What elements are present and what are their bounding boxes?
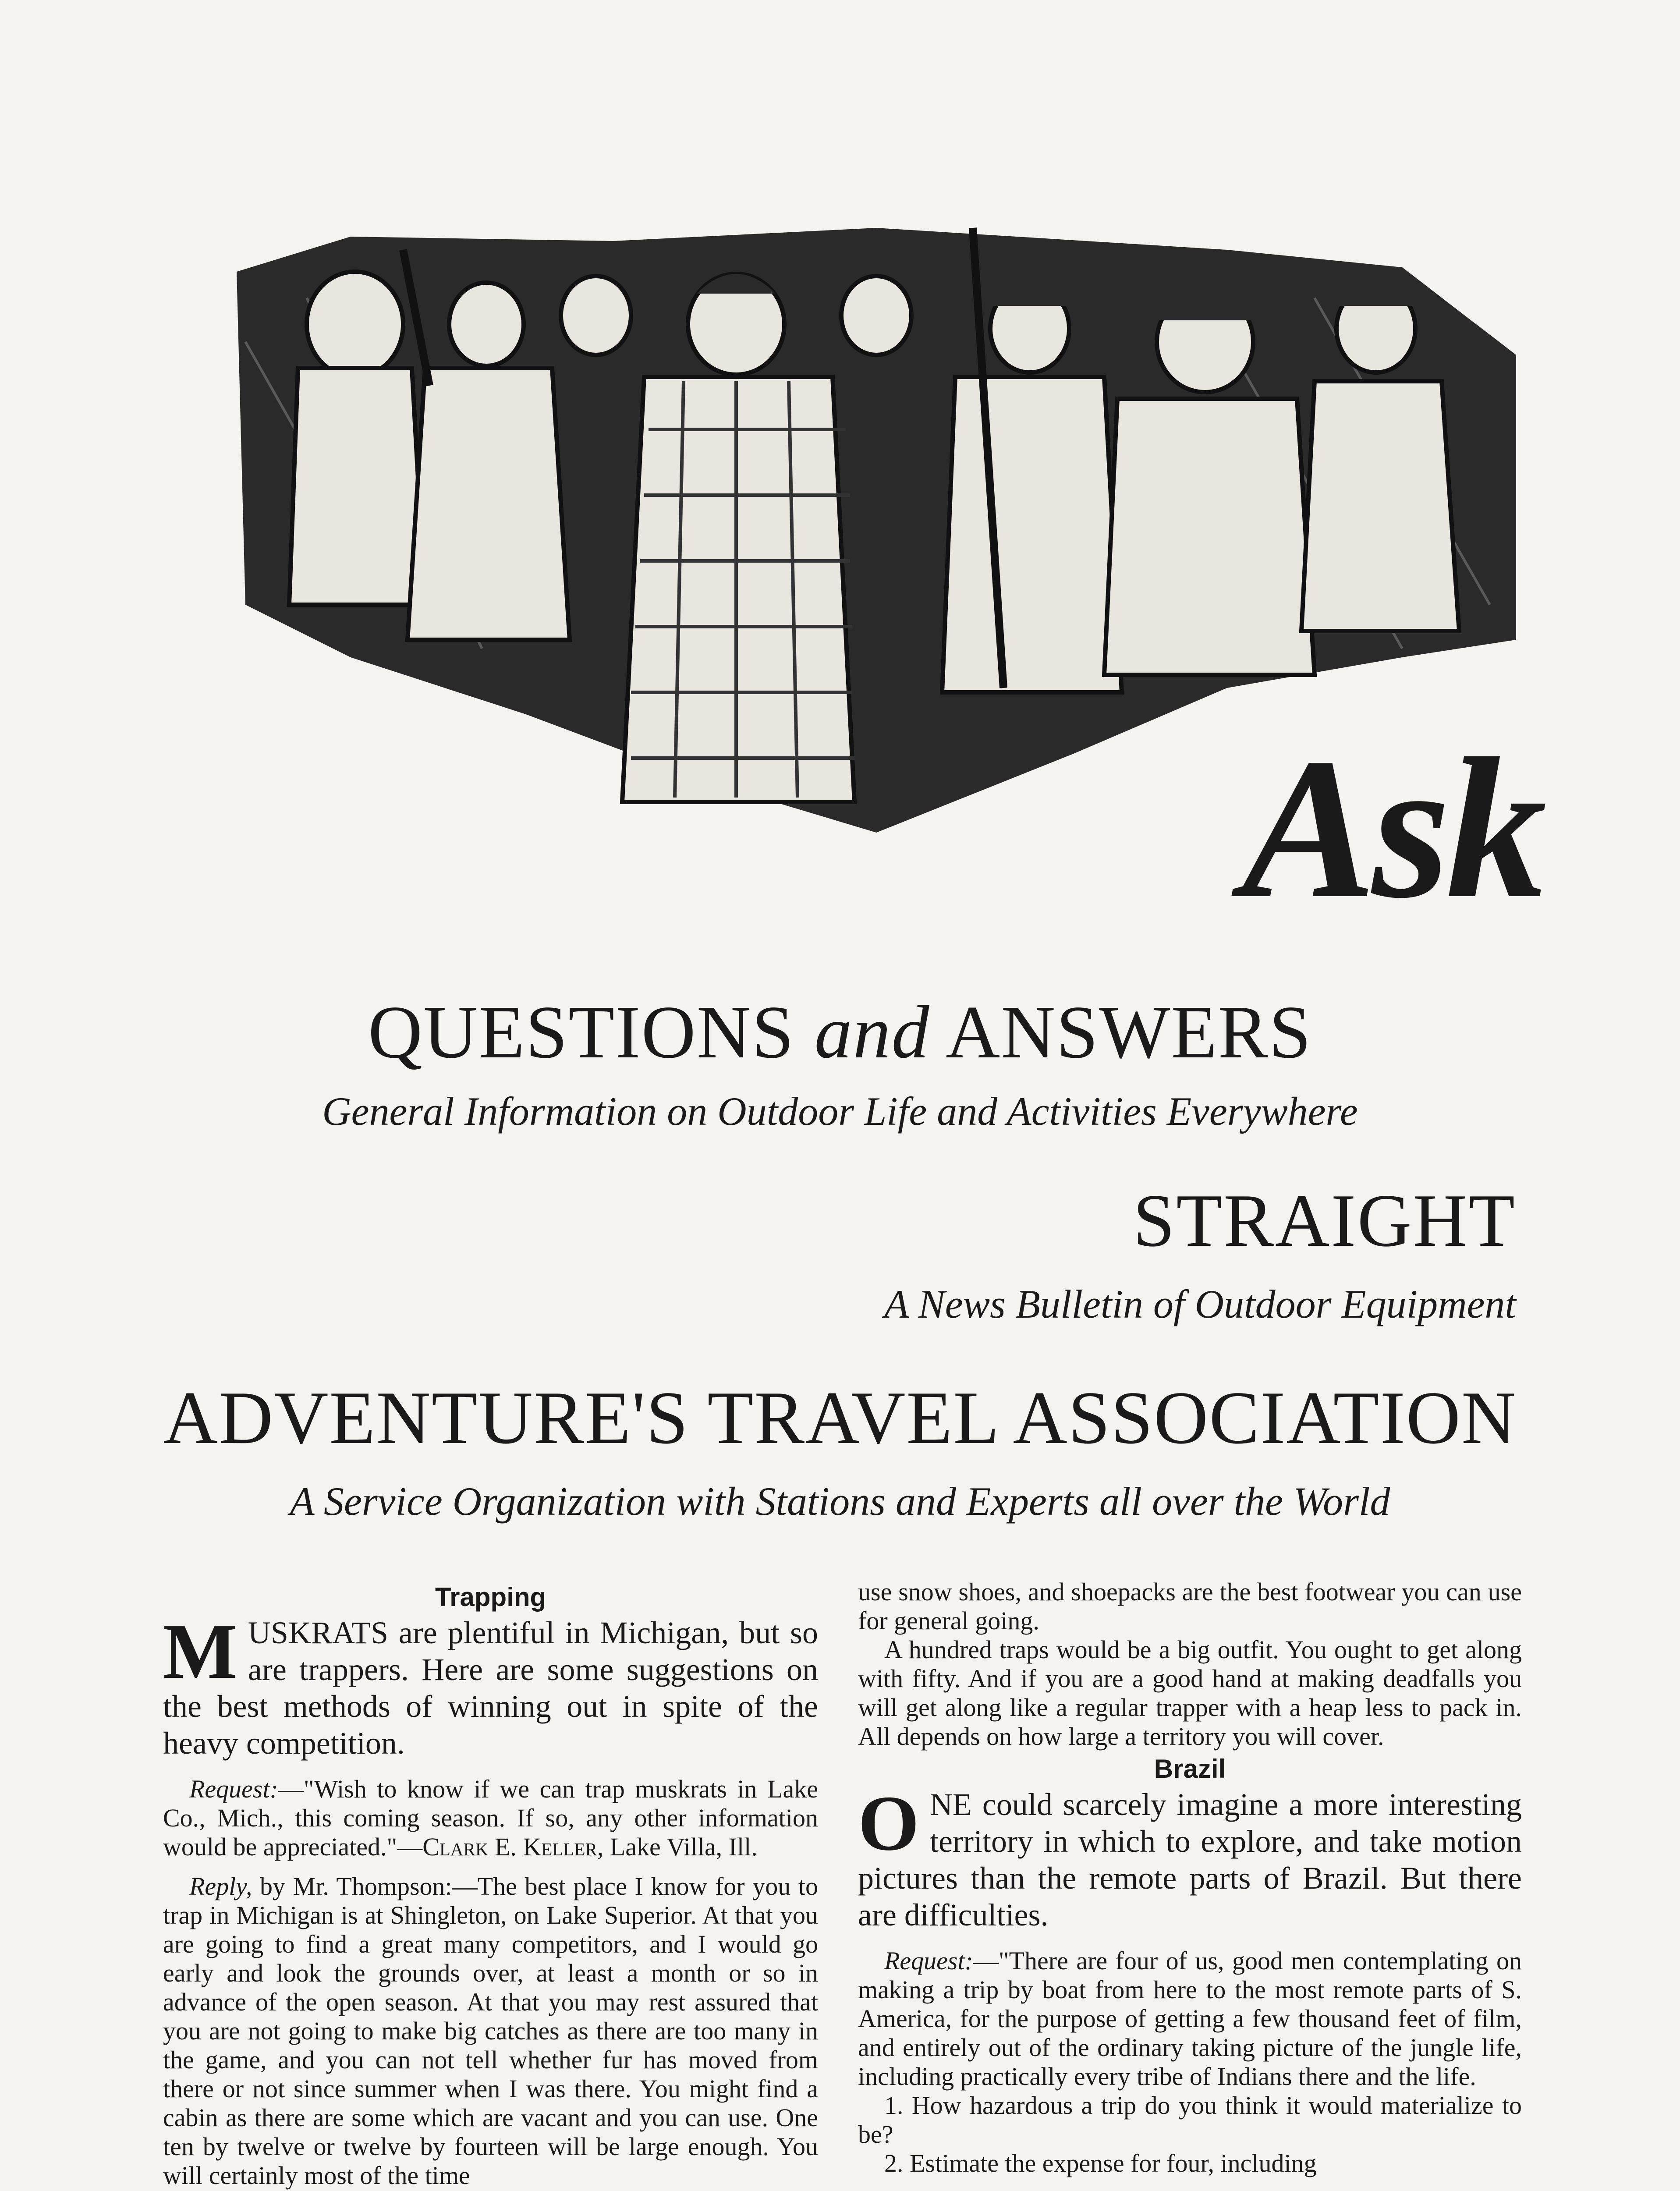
straight-subtitle: A News Bulletin of Outdoor Equipment <box>884 1282 1516 1326</box>
trapping-lead-text: USKRATS are plentiful in Michigan, but so are trappers. Here are some suggestions on the best methods of winning out in spite of the heavy competition. <box>163 1615 818 1761</box>
trapping-request-label: Request: <box>189 1775 278 1803</box>
trapping-request <box>163 1775 818 1861</box>
brazil-lead <box>858 1780 1522 1933</box>
article-column-left <box>163 1582 818 2190</box>
trapping-reply-label: Reply, <box>189 1872 252 1900</box>
qa-title-answers: ANSWERS <box>946 991 1312 1074</box>
brazil-request <box>858 1946 1522 2091</box>
qa-subtitle: General Information on Outdoor Life and Activities Everywhere <box>322 1089 1358 1134</box>
brazil-question-2: 2. Estimate the expense for four, including <box>884 2149 1317 2177</box>
trapping-request-text: —"Wish to know if we can trap muskrats in Lake Co., Mich., this coming season. If so, any other information would be appreciated."— <box>163 1775 818 1861</box>
brazil-lead-text: NE could scarcely imagine a more interesting territory in which to explore, and take motion pictures than the remote parts of Brazil. But there are difficulties. <box>858 1787 1522 1932</box>
brazil-request-label: Request: <box>884 1946 973 1975</box>
trapping-reply <box>163 1872 818 2190</box>
brazil-request-text: —"There are four of us, good men contemplating on making a trip by boat from here to the most remote parts of S. America, for the purpose of getting a few thousand feet of film, and entirely out of the ordinary taking picture of the jungle life, including practically every tribe of Indians there and the life. <box>858 1946 1522 2091</box>
trapping-lead <box>163 1608 818 1762</box>
travel-association-subtitle: A Service Organization with Stations and Experts all over the World <box>290 1479 1390 1524</box>
trapping-request-author: Clark E. Keller <box>422 1833 597 1861</box>
article-column-right <box>858 1578 1522 2178</box>
brazil-drop-cap: O <box>858 1780 920 1867</box>
qa-title-and: and <box>814 991 930 1074</box>
straight-title: STRAIGHT <box>1133 1179 1516 1262</box>
questions-and-answers-title <box>0 991 1680 1074</box>
trapping-continued-2: A hundred traps would be a big outfit. You ought to get along with fifty. And if you are a good hand at making deadfalls you will get along like a regular trapper with a heap less to pack in. All depends on how large a territory you will cover. <box>858 1635 1522 1751</box>
qa-title-questions: QUESTIONS <box>368 991 795 1074</box>
trapping-reply-text: by Mr. Thompson:—The best place I know for you to trap in Michigan is at Shingleton, on Lake Superior. At that you are going to find a great many competitors, and I would go early and look the grounds over, at least a month or so in advance of the open season. At that you may rest assured that you are not going to make big catches as there are too many in the game, and you can not tell whether fur has moved from there or not since summer when I was there. You might find a cabin as there are some which are vacant and you can use. One ten by twelve or twelve by fourteen will be large enough. You will certainly most of the time <box>163 1872 818 2190</box>
trapping-request-place: , Lake Villa, Ill. <box>597 1833 758 1861</box>
trapping-continued-1: use snow shoes, and shoepacks are the best footwear you can use for general going. <box>858 1578 1522 1635</box>
trapping-drop-cap: M <box>163 1608 237 1695</box>
ask-heading: Ask <box>1242 716 1542 940</box>
brazil-question-1: 1. How hazardous a trip do you think it would materialize to be? <box>858 2091 1522 2148</box>
travel-association-title: ADVENTURE'S TRAVEL ASSOCIATION <box>163 1376 1517 1460</box>
brazil-heading: Brazil <box>1154 1754 1226 1783</box>
trapping-heading: Trapping <box>435 1582 546 1612</box>
